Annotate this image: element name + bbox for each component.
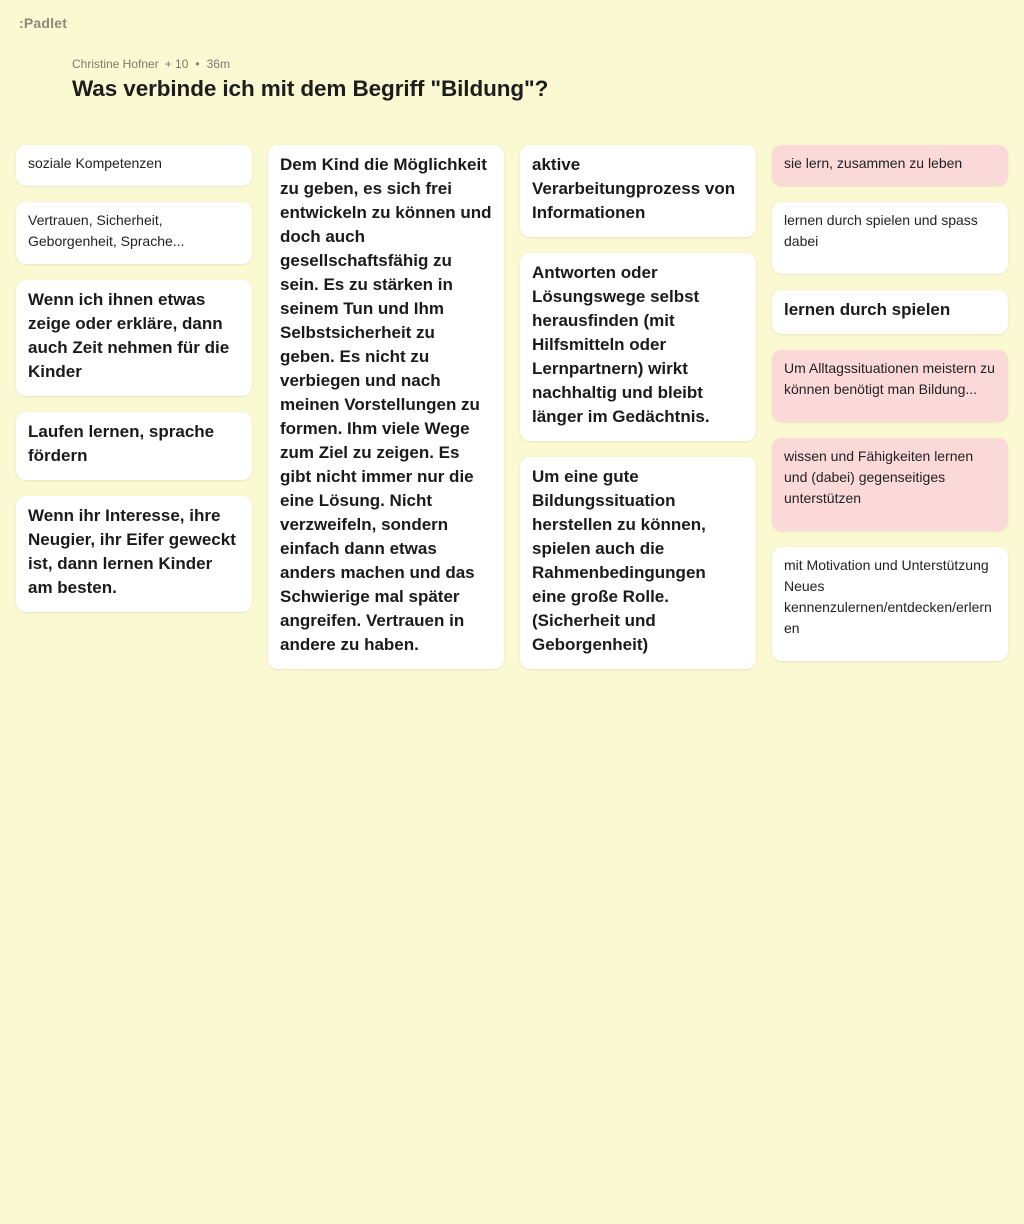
post-text: Um Alltagssituationen meistern zu können benötigt man Bildung... [784, 360, 999, 397]
post-text: wissen und Fähigkeiten lernen und (dabei) gegenseitiges unterstützen [784, 448, 978, 506]
post-card[interactable] [16, 496, 252, 612]
post-card[interactable] [520, 145, 756, 237]
post-card[interactable] [16, 280, 252, 396]
post-text: sie lern, zusammen zu leben [784, 155, 963, 171]
post-text: Laufen lernen, sprache fördern [28, 422, 219, 465]
post-text: Um eine gute Bildungssituation herstellen zu können, spielen auch die Rahmenbedingungen eine große Rolle. (Sicherheit und Geborgenheit) [532, 467, 711, 654]
separator-dot: • [195, 57, 200, 71]
timestamp: 36m [206, 57, 230, 71]
board-column [772, 145, 1008, 669]
board-column [16, 145, 252, 669]
page-title: Was verbinde ich mit dem Begriff "Bildung"? [72, 76, 549, 101]
post-card[interactable] [16, 145, 252, 186]
post-card[interactable] [520, 253, 756, 441]
padlet-logo[interactable]: :Padlet [19, 15, 68, 31]
post-card[interactable] [16, 412, 252, 480]
post-card[interactable] [772, 145, 1008, 186]
post-text: lernen durch spielen und spass dabei [784, 212, 982, 249]
post-text: Vertrauen, Sicherheit, Geborgenheit, Sprache... [28, 212, 185, 249]
contributors-count[interactable]: + 10 [164, 57, 189, 71]
post-card[interactable] [772, 290, 1008, 334]
post-card[interactable] [520, 457, 756, 669]
post-text: aktive Verarbeitungprozess von Informationen [532, 155, 740, 222]
post-text: lernen durch spielen [784, 300, 951, 319]
padlet-board [16, 145, 1008, 669]
post-card[interactable] [16, 202, 252, 264]
author-name[interactable]: Christine Hofner [72, 57, 159, 71]
board-column [520, 145, 756, 669]
post-card[interactable] [772, 202, 1008, 274]
post-text: soziale Kompetenzen [28, 155, 162, 171]
post-card[interactable] [772, 547, 1008, 661]
post-text: Wenn ihr Interesse, ihre Neugier, ihr Eifer geweckt ist, dann lernen Kinder am besten. [28, 506, 241, 597]
post-text: mit Motivation und Unterstützung Neues kennenzulernen/entdecken/erlernen [784, 557, 993, 636]
post-card[interactable] [772, 438, 1008, 531]
post-text: Dem Kind die Möglichkeit zu geben, es sich frei entwickeln zu können und doch auch gesellschaftsfähig zu sein. Es zu stärken in seinem Tun und Ihm Selbstsicherheit zu geben. Es nicht zu verbiegen und nach meinen Vorstellungen zu formen. Ihm viele Wege zum Ziel zu zeigen. Es gibt nicht immer nur die eine Lösung. Nicht verzweifeln, sondern einfach dann etwas anders machen und das Schwierige mal später angreifen. Vertrauen in andere zu haben. [280, 155, 497, 654]
post-meta [72, 57, 230, 71]
post-card[interactable] [772, 350, 1008, 422]
post-card[interactable] [268, 145, 504, 669]
board-column [268, 145, 504, 669]
post-text: Antworten oder Lösungswege selbst herausfinden (mit Hilfsmitteln oder Lernpartnern) wirkt nachhaltig und bleibt länger im Gedächtnis. [532, 263, 710, 426]
post-text: Wenn ich ihnen etwas zeige oder erkläre, dann auch Zeit nehmen für die Kinder [28, 290, 234, 381]
